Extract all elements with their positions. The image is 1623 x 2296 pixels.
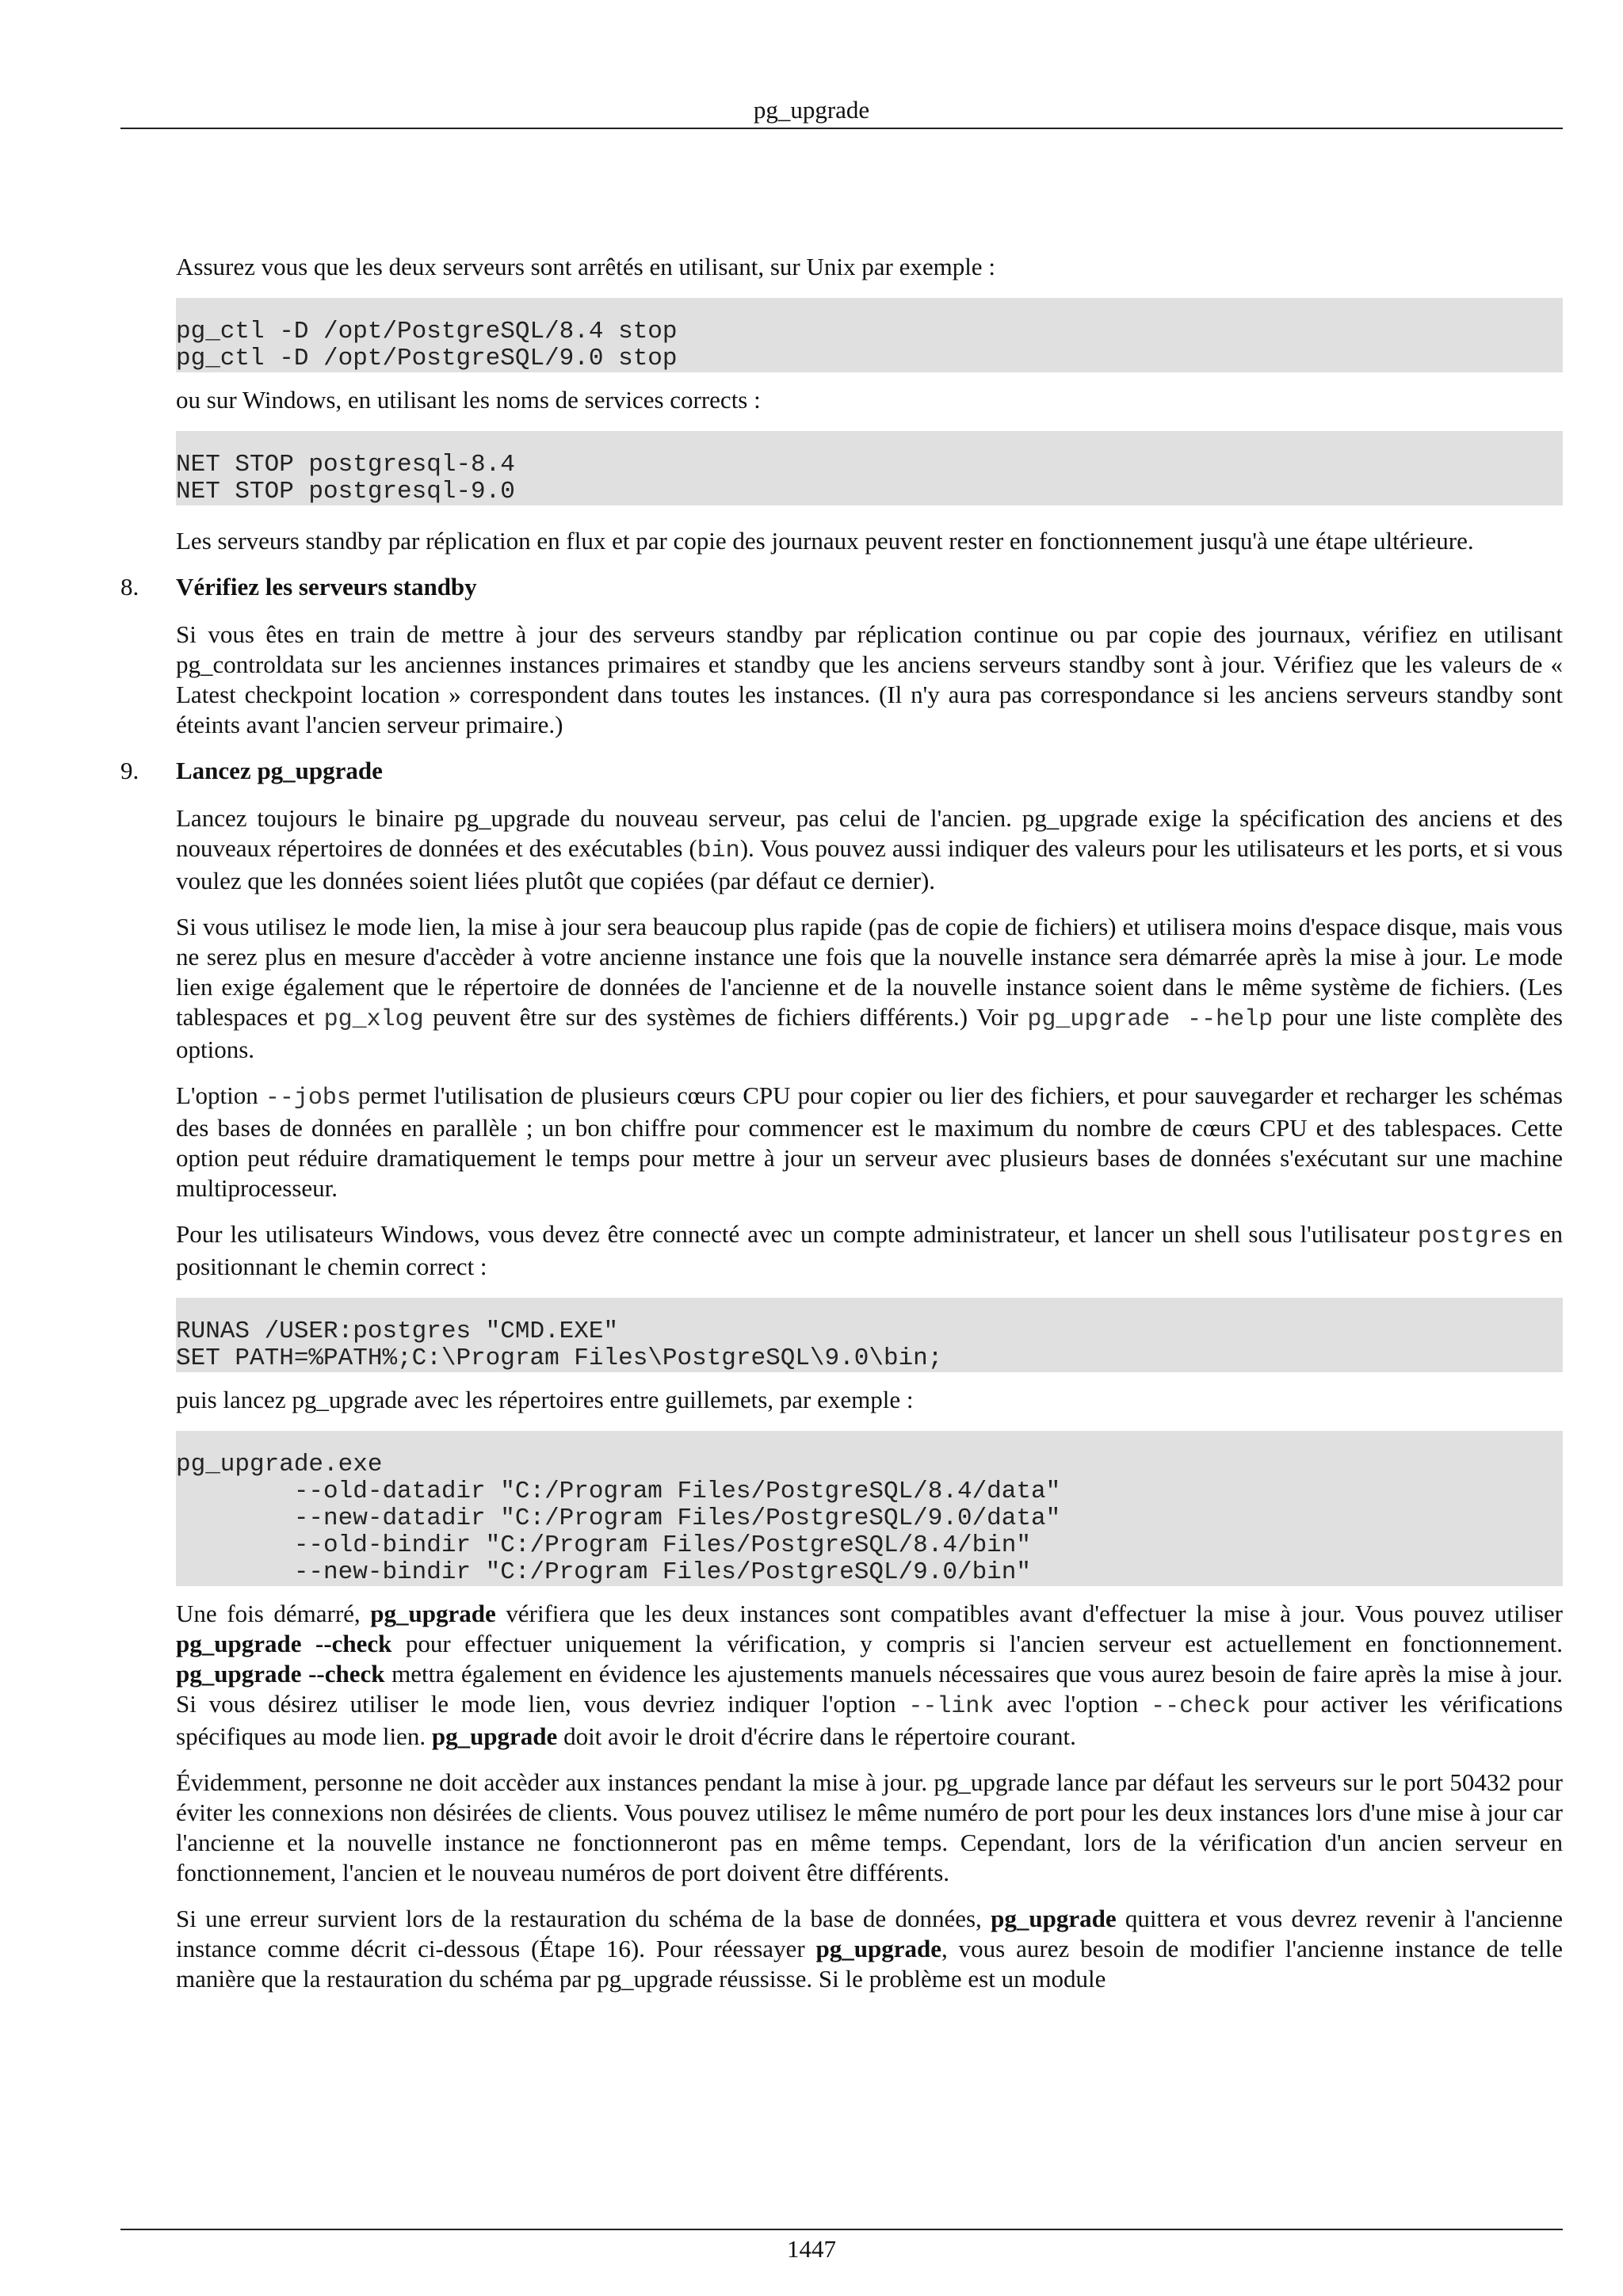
step-8 xyxy=(120,572,1563,740)
step-9-paragraph-restore-error: Si une erreur survient lors de la restauration du schéma de la base de données, pg_upgrade quittera et vous devrez revenir à l'ancienne instance comme décrit ci-dessous (Étape 16). Pour réessayer pg_upgrade, vous aurez besoin de modifier l'ancienne instance de telle manière que la restauration du schéma par pg_upgrade réussisse. Si le problème est un module xyxy=(176,1905,1563,1993)
code-block-pg-upgrade-exe: pg_upgrade.exe --old-datadir "C:/Program Files/PostgreSQL/8.4/data" --new-datadir "C:/Program Files/PostgreSQL/9.0/data" --old-bindir "C:/Program Files/PostgreSQL/8.4/bin" --new-bindir "C:/Program Files/PostgreSQL/9.0/bin" xyxy=(176,1431,1563,1586)
running-header: pg_upgrade xyxy=(753,96,870,124)
step-9 xyxy=(120,756,1564,1994)
step-9-paragraph-check: Une fois démarré, pg_upgrade vérifiera que les deux instances sont compatibles avant d'effectuer la mise à jour. Vous pouvez utiliser pg_upgrade --check pour effectuer uniquement la vérification, y compris si l'ancien serveur est actuellement en fonctionnement. pg_upgrade --check mettra également en évidence les ajustements manuels nécessaires que vous aurez besoin de faire après la mise à jour. Si vous désirez utiliser le mode lien, vous devriez indiquer l'option --link avec l'option --check pour activer les vérifications spécifiques au mode lien. pg_upgrade doit avoir le droit d'écrire dans le répertoire courant. xyxy=(176,1600,1563,1750)
step-9-paragraph-link-mode: Si vous utilisez le mode lien, la mise à jour sera beaucoup plus rapide (pas de copie de fichiers) et utilisera moins d'espace disque, mais vous ne serez plus en mesure d'accèder à votre ancienne instance une fois que la nouvelle instance sera démarrée après la mise à jour. Le mode lien exige également que le répertoire de données de l'ancienne et de la nouvelle instance soient dans le même système de fichiers. (Les tablespaces et pg_xlog peuvent être sur des systèmes de fichiers différents.) Voir pg_upgrade --help pour une liste complète des options. xyxy=(176,913,1563,1063)
code-block-windows-stop: NET STOP postgresql-8.4 NET STOP postgresql-9.0 xyxy=(176,431,1563,505)
step-9-paragraph-windows-users: Pour les utilisateurs Windows, vous devez être connecté avec un compte administrateur, et lancer un shell sous l'utilisateur postgres en positionnant le chemin correct : xyxy=(176,1220,1564,1280)
step-8-title: Vérifiez les serveurs standby xyxy=(176,573,477,601)
step-9-paragraph-binaries: Lancez toujours le binaire pg_upgrade du nouveau serveur, pas celui de l'ancien. pg_upgrade exige la spécification des anciens et des nouveaux répertoires de données et des exécutables (bin). Vous pouvez aussi indiquer des valeurs pour les utilisateurs et les ports, et si vous voulez que les données soient liées plutôt que copiées (par défaut ce dernier). xyxy=(176,804,1563,894)
step-9-number: 9. xyxy=(120,757,139,784)
paragraph-stop-servers: Assurez vous que les deux serveurs sont arrêtés en utilisant, sur Unix par exemple : xyxy=(176,253,995,280)
page-number: 1447 xyxy=(787,2235,836,2263)
paragraph-standby-running: Les serveurs standby par réplication en flux et par copie des journaux peuvent rester en fonctionnement jusqu'à une étape ultérieure. xyxy=(176,527,1474,555)
footer-divider xyxy=(120,2229,1563,2230)
code-block-runas: RUNAS /USER:postgres "CMD.EXE" SET PATH=%PATH%;C:\Program Files\PostgreSQL\9.0\bin; xyxy=(176,1298,1563,1372)
page-content xyxy=(120,252,1564,2010)
step-9-title: Lancez pg_upgrade xyxy=(176,757,383,784)
step-8-number: 8. xyxy=(120,573,139,601)
step-9-paragraph-run-quoted: puis lancez pg_upgrade avec les répertoires entre guillemets, par exemple : xyxy=(176,1386,914,1413)
step-8-paragraph: Si vous êtes en train de mettre à jour des serveurs standby par réplication continue ou par copie des journaux, vérifiez en utilisant pg_controldata sur les anciennes instances primaires et standby que les anciens serveurs standby sont à jour. Vérifiez que les valeurs de « Latest checkpoint location » correspondent dans toutes les instances. (Il n'y aura pas correspondance si les anciens serveurs standby sont éteints avant l'ancien serveur primaire.) xyxy=(176,620,1563,738)
code-block-unix-stop: pg_ctl -D /opt/PostgreSQL/8.4 stop pg_ctl -D /opt/PostgreSQL/9.0 stop xyxy=(176,298,1563,372)
step-9-paragraph-port: Évidemment, personne ne doit accèder aux instances pendant la mise à jour. pg_upgrade lance par défaut les serveurs sur le port 50432 pour éviter les connexions non désirées de clients. Vous pouvez utilisez le même numéro de port pour les deux instances lors d'une mise à jour car l'ancienne et la nouvelle instance ne fonctionneront pas en même temps. Cependant, lors de la vérification d'un ancien serveur en fonctionnement, l'ancien et le nouveau numéros de port doivent être différents. xyxy=(176,1768,1563,1886)
paragraph-windows-services: ou sur Windows, en utilisant les noms de services corrects : xyxy=(176,386,761,414)
step-9-paragraph-jobs: L'option --jobs permet l'utilisation de plusieurs cœurs CPU pour copier ou lier des fichiers, et pour sauvegarder et recharger les schémas des bases de données en parallèle ; un bon chiffre pour commencer est le maximum du nombre de cœurs CPU et des tablespaces. Cette option peut réduire dramatiquement le temps pour mettre à jour un serveur avec plusieurs bases de données s'exécutant sur une machine multiprocesseur. xyxy=(176,1081,1564,1202)
header-divider xyxy=(120,128,1563,129)
